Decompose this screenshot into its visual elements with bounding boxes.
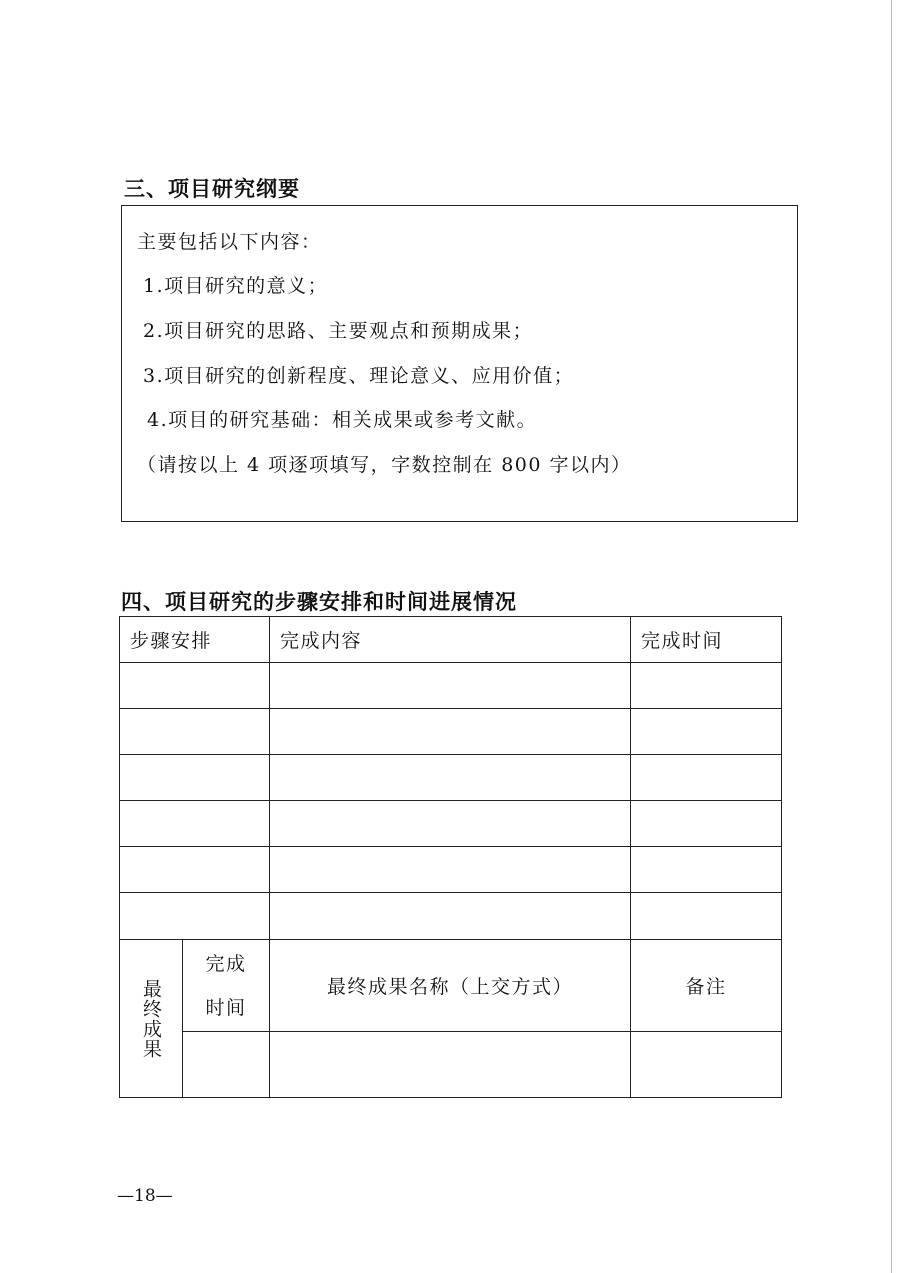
header-content: 完成内容 xyxy=(270,617,631,663)
content-cell[interactable] xyxy=(270,755,631,801)
page-number: —18— xyxy=(117,1186,173,1206)
table-header-row xyxy=(120,617,782,663)
section-4-title: 四、项目研究的步骤安排和时间进展情况 xyxy=(121,589,517,614)
step-cell[interactable] xyxy=(120,755,270,801)
final-name-label: 最终成果名称（上交方式） xyxy=(270,940,631,1032)
step-cell[interactable] xyxy=(120,893,270,940)
header-time: 完成时间 xyxy=(631,617,782,663)
outline-item-3: 3.项目研究的创新程度、理论意义、应用价值； xyxy=(143,365,575,387)
outline-item-4: 4.项目的研究基础：相关成果或参考文献。 xyxy=(147,409,538,431)
final-result-header-row xyxy=(120,940,782,1032)
table-row xyxy=(120,709,782,755)
table-row xyxy=(120,847,782,893)
section-3-title: 三、项目研究纲要 xyxy=(124,176,300,201)
final-result-row xyxy=(120,1032,782,1098)
final-time-cell[interactable] xyxy=(183,1032,270,1098)
header-steps: 步骤安排 xyxy=(120,617,270,663)
schedule-table xyxy=(119,616,782,1098)
step-cell[interactable] xyxy=(120,847,270,893)
final-note-cell[interactable] xyxy=(631,1032,782,1098)
content-cell[interactable] xyxy=(270,801,631,847)
table-row xyxy=(120,801,782,847)
final-time-label-cell xyxy=(183,940,270,1032)
step-cell[interactable] xyxy=(120,663,270,709)
final-result-label: 最终成果 xyxy=(140,978,162,1059)
final-note-label: 备注 xyxy=(631,940,782,1032)
content-cell[interactable] xyxy=(270,847,631,893)
step-cell[interactable] xyxy=(120,709,270,755)
time-cell[interactable] xyxy=(631,801,782,847)
content-cell[interactable] xyxy=(270,893,631,940)
time-cell[interactable] xyxy=(631,663,782,709)
outline-note: （请按以上 4 项逐项填写，字数控制在 800 字以内） xyxy=(137,454,632,476)
table-row xyxy=(120,663,782,709)
final-time-label-line2: 时间 xyxy=(205,996,247,1019)
time-cell[interactable] xyxy=(631,709,782,755)
outline-item-1: 1.项目研究的意义； xyxy=(143,275,329,297)
table-row xyxy=(120,893,782,940)
time-cell[interactable] xyxy=(631,755,782,801)
time-cell[interactable] xyxy=(631,847,782,893)
final-time-label-line1: 完成 xyxy=(205,952,247,975)
research-outline-box[interactable] xyxy=(121,205,798,522)
outline-intro: 主要包括以下内容： xyxy=(137,231,322,253)
table-row xyxy=(120,755,782,801)
final-result-label-cell xyxy=(120,940,183,1098)
scan-edge-line xyxy=(891,0,892,1273)
content-cell[interactable] xyxy=(270,663,631,709)
outline-item-2: 2.项目研究的思路、主要观点和预期成果； xyxy=(143,320,534,342)
content-cell[interactable] xyxy=(270,709,631,755)
step-cell[interactable] xyxy=(120,801,270,847)
final-name-cell[interactable] xyxy=(270,1032,631,1098)
time-cell[interactable] xyxy=(631,893,782,940)
